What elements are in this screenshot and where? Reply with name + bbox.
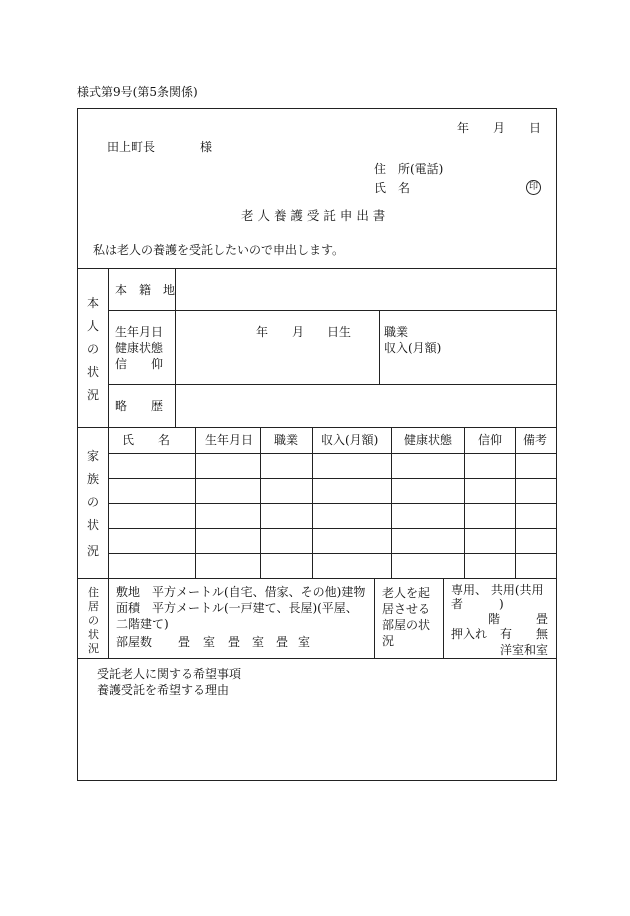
family-col-name: 氏 名 <box>122 433 171 447</box>
income-label: 収入(月額) <box>384 341 442 355</box>
residence-section-char: 住 <box>88 586 99 599</box>
faith-label: 信 仰 <box>115 357 164 371</box>
elder-room-line: 居させる <box>382 602 431 616</box>
column-divider <box>108 268 109 427</box>
person-section-char: 本 <box>87 296 100 310</box>
rooms-unit: 畳 <box>276 635 289 649</box>
person-section-char: 状 <box>87 365 100 379</box>
section-divider <box>77 658 557 659</box>
family-col-faith: 信仰 <box>478 433 503 447</box>
date-day-label: 日 <box>529 121 542 135</box>
residence-line-1: 敷地 平方メートル(自宅、借家、その他)建物 <box>116 585 366 599</box>
rooms-unit: 室 <box>298 635 311 649</box>
section-divider <box>77 578 557 579</box>
birth-month-label: 月 <box>292 325 305 339</box>
person-section-char: 況 <box>87 388 100 402</box>
wishes-line-2: 養護受託を希望する理由 <box>97 683 230 697</box>
residence-section-char: 状 <box>88 628 99 641</box>
row-divider <box>108 503 557 504</box>
form-number: 様式第9号(第5条関係) <box>77 85 198 99</box>
family-section-char: 家 <box>87 449 100 463</box>
column-divider <box>443 578 444 658</box>
rooms-unit: 畳 <box>178 635 191 649</box>
residence-line-3: 二階建て) <box>116 617 169 631</box>
seal-icon: 印 <box>526 180 541 195</box>
addressee: 田上町長 <box>107 140 156 154</box>
family-section-char: 族 <box>87 472 100 486</box>
section-divider <box>77 427 557 428</box>
residence-line-2: 面積 平方メートル(一戸建て、長屋)(平屋、 <box>116 601 358 615</box>
room-type: 洋室和室 <box>500 643 549 657</box>
family-section-char: 状 <box>87 518 100 532</box>
column-divider <box>108 578 109 658</box>
address-label: 住 所(電話) <box>374 162 444 176</box>
closet-label: 押入れ <box>451 627 488 641</box>
family-col-health: 健康状態 <box>404 433 453 447</box>
family-section-char: 況 <box>87 544 100 558</box>
person-section-char: 人 <box>87 319 100 333</box>
wishes-line-1: 受託老人に関する希望事項 <box>97 667 242 681</box>
column-divider <box>374 578 375 658</box>
family-col-remarks: 備考 <box>523 433 548 447</box>
birth-day-label: 日生 <box>327 325 352 339</box>
name-label: 氏 名 <box>374 181 411 195</box>
row-divider <box>108 478 557 479</box>
row-divider <box>108 553 557 554</box>
statement: 私は老人の養護を受託したいので申出します。 <box>93 243 345 257</box>
floor-label: 階 <box>488 612 501 626</box>
elder-room-line: 況 <box>382 634 395 648</box>
family-col-occupation: 職業 <box>274 433 299 447</box>
date-year-label: 年 <box>457 121 470 135</box>
residence-section-char: 居 <box>88 600 99 613</box>
rooms-label: 部屋数 <box>116 635 153 649</box>
honorific: 様 <box>200 140 213 154</box>
occupation-label: 職業 <box>384 325 409 339</box>
birth-label: 生年月日 <box>115 325 164 339</box>
rooms-unit: 畳 <box>228 635 241 649</box>
row-divider <box>108 453 557 454</box>
family-col-birth: 生年月日 <box>205 433 254 447</box>
row-divider <box>108 528 557 529</box>
domicile-label: 本 籍 地 <box>115 283 176 297</box>
closet-option-yes: 有 <box>500 627 513 641</box>
date-month-label: 月 <box>493 121 506 135</box>
rooms-unit: 室 <box>252 635 265 649</box>
person-section-char: の <box>87 342 100 356</box>
elder-room-line: 老人を起 <box>382 586 431 600</box>
section-divider <box>77 268 557 269</box>
birth-year-label: 年 <box>256 325 269 339</box>
usage-line-1: 専用、 共用(共用 <box>451 583 544 597</box>
history-label: 略 歴 <box>115 399 164 413</box>
health-label: 健康状態 <box>115 341 164 355</box>
elder-room-line: 部屋の状 <box>382 618 431 632</box>
form-title: 老 人 養 護 受 託 申 出 書 <box>241 208 386 223</box>
residence-section-char: の <box>88 614 99 627</box>
rooms-unit: 室 <box>203 635 216 649</box>
closet-option-no: 無 <box>536 627 549 641</box>
column-divider <box>175 268 176 427</box>
family-section-char: の <box>87 495 100 509</box>
usage-line-2: 者 ) <box>451 597 504 611</box>
residence-section-char: 況 <box>88 642 99 655</box>
tatami-label: 畳 <box>536 612 549 626</box>
family-col-income: 収入(月額) <box>321 433 379 447</box>
column-divider <box>379 310 380 384</box>
